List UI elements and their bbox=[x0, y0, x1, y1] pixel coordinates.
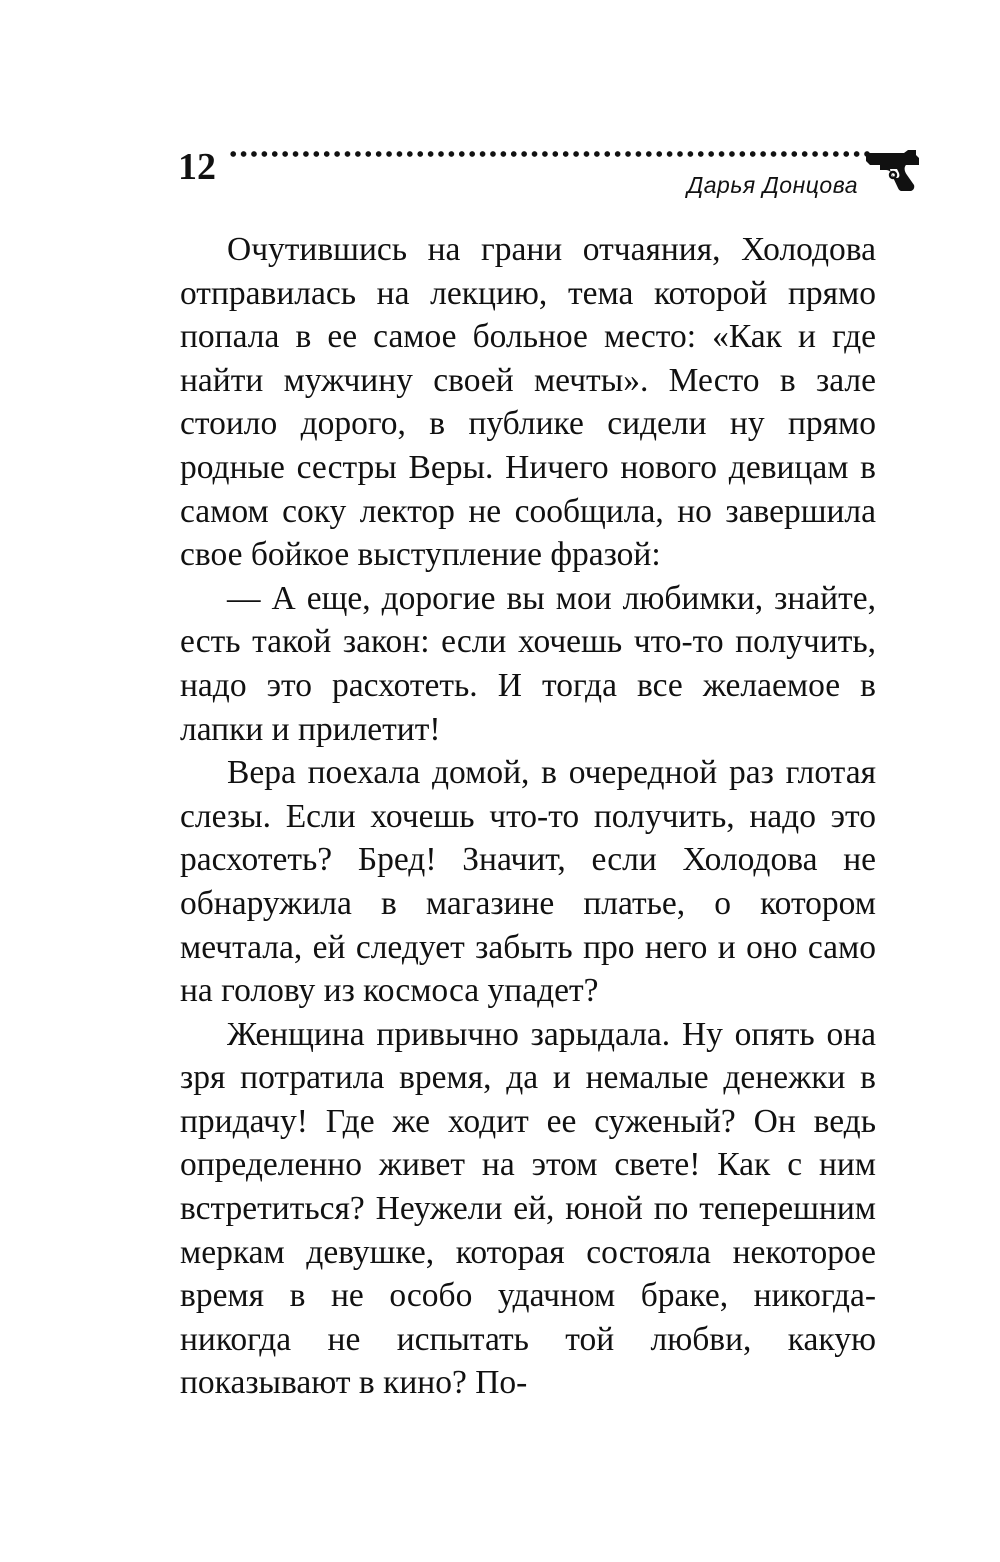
paragraph: Вера поехала домой, в очередной раз глотая слезы. Если хочешь что-то получить, надо это расхотеть? Бред! Значит, если Холодова не обнаружила в магазине платье, о котором мечтала, ей следует забыть про него и оно само на голову из космоса упадет? bbox=[180, 754, 876, 1010]
dotted-rule bbox=[228, 145, 873, 159]
running-header bbox=[178, 145, 920, 205]
paragraph: Женщина привычно зарыдала. Ну опять она зря потратила время, да и немалые денежки в придачу! Где же ходит ее суженый? Он ведь определенно живет на этом свете! Как с ним встретиться? Неужели ей, юной по теперешним меркам девушке, которая состояла некоторое время в не особо удачном браке, никогда-никогда не испытать той любви, какую показывают в кино? По- bbox=[180, 1015, 876, 1402]
paragraph: — А еще, дорогие вы мои любимки, знайте, есть такой закон: если хочешь что-то получить, надо это расхотеть. И тогда все желаемое в лапки и прилетит! bbox=[180, 579, 876, 748]
page-number: 12 bbox=[178, 146, 216, 188]
paragraph: Очутившись на грани отчаяния, Холодова отправилась на лекцию, тема которой прямо попала в ее самое больное место: «Как и где найти мужчину своей мечты». Место в зале стоило дорого, в публике сидели ну прямо родные сестры Веры. Ничего нового девицам в самом соку лектор не сообщила, но завершила свое бойкое выступление фразой: bbox=[180, 231, 876, 574]
running-author: Дарья Донцова bbox=[687, 172, 858, 198]
pistol-icon bbox=[864, 145, 920, 193]
body-text bbox=[180, 228, 876, 1405]
